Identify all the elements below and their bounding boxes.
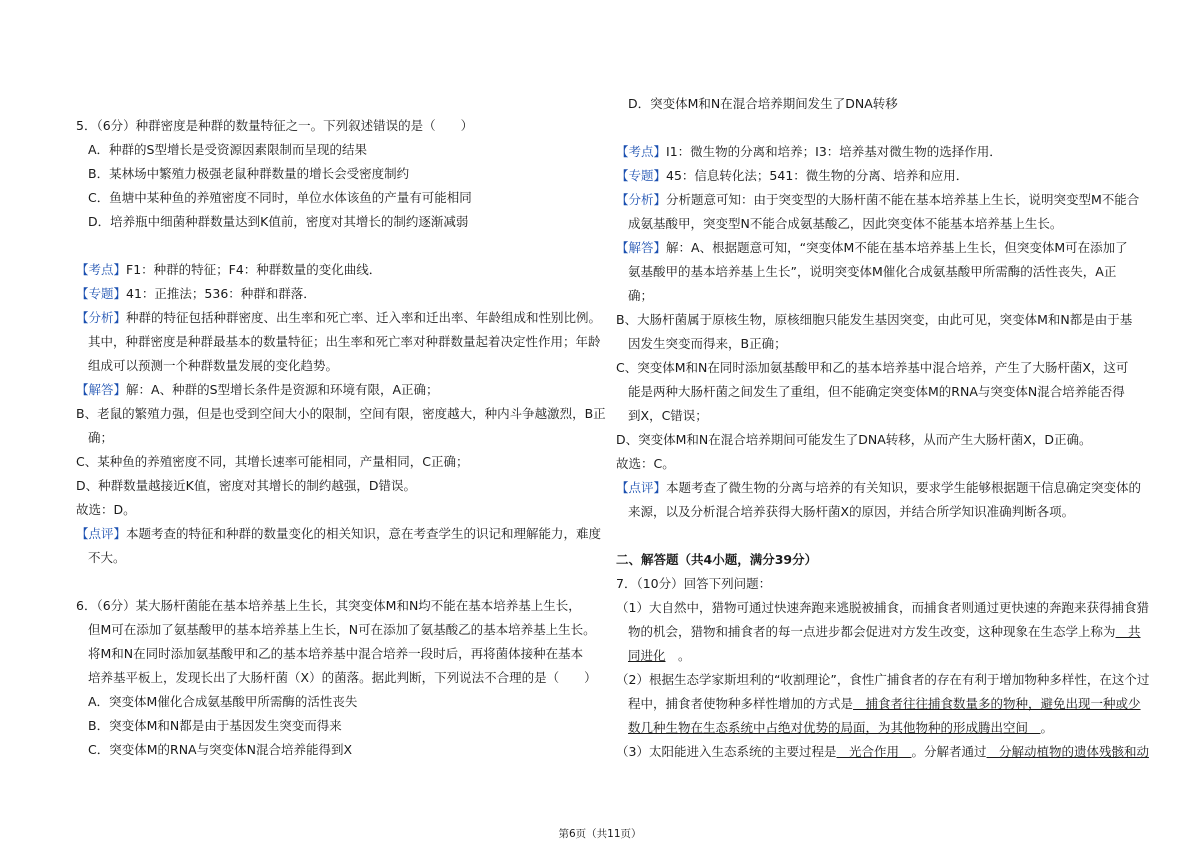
- q6-jieda-line: C、突变体M和N在同时添加氨基酸甲和乙的基本培养基中混合培养，产生了大肠杆菌X，这可: [616, 360, 1129, 375]
- q5-kaodian: 【考点】F1：种群的特征；F4：种群数量的变化曲线．: [76, 262, 382, 277]
- q5-jieda-line: D、种群数量越接近K值，密度对其增长的制约越强，D错误。: [76, 478, 416, 493]
- q5-fenxi-line: 组成可以预测一个种群数量发展的变化趋势。: [88, 358, 339, 373]
- q7-stem: 7．（10分）回答下列问题：: [616, 576, 772, 591]
- q7-part3-answer: 光合作用: [836, 744, 912, 759]
- q5-fenxi-line: 其中，种群密度是种群最基本的数量特征；出生率和死亡率对种群数量起着决定性作用；年龄: [88, 334, 601, 349]
- q7-part1-line: （1）大自然中，猎物可通过快速奔跑来逃脱被捕食，而捕食者则通过更快速的奔跑来获得捕食猎: [616, 600, 1149, 615]
- q6-jieda-line: 氨基酸甲的基本培养基上生长”，说明突变体M催化合成氨基酸甲所需酶的活性丧失，A正: [628, 264, 1117, 279]
- q6-jieda-line: 【解答】解：A、根据题意可知，“突变体M不能在基本培养基上生长，但突变体M可在添加了: [616, 240, 1128, 255]
- q5-option-c: C．鱼塘中某种鱼的养殖密度不同时，单位水体该鱼的产量有可能相同: [88, 190, 472, 205]
- q6-kaodian: 【考点】I1：微生物的分离和培养；I3：培养基对微生物的选择作用．: [616, 144, 1002, 159]
- q6-jieda-line: 到X，C错误；: [628, 408, 708, 423]
- q6-dianping-line: 来源，以及分析混合培养获得大肠杆菌X的原因，并结合所学知识准确判断各项。: [628, 504, 1075, 519]
- q6-jieda-line: B、大肠杆菌属于原核生物，原核细胞只能发生基因突变，由此可见，突变体M和N都是由于基: [616, 312, 1133, 327]
- q6-jieda-line: D、突变体M和N在混合培养期间可能发生了DNA转移，从而产生大肠杆菌X，D正确。: [616, 432, 1092, 447]
- q5-option-b: B．某林场中繁殖力极强老鼠种群数量的增长会受密度制约: [88, 166, 410, 181]
- q6-stem-line: 将M和N在同时添加氨基酸甲和乙的基本培养基中混合培养一段时后，再将菌体接种在基本: [88, 646, 584, 661]
- q6-jieda-line: 能是两种大肠杆菌之间发生了重组，但不能确定突变体M的RNA与突变体N混合培养能否得: [628, 384, 1125, 399]
- q7-part2-answer: 捕食者往往捕食数量多的物种，避免出现一种或少: [853, 696, 1141, 711]
- q7-part1-answer: 共: [1115, 624, 1141, 639]
- q7-part1-line: 物的机会，猎物和捕食者的每一点进步都会促进对方发生改变，这种现象在生态学上称为 共: [628, 624, 1141, 639]
- q6-option-b: B．突变体M和N都是由于基因发生突变而得来: [88, 718, 342, 733]
- q7-part2-line: （2）根据生态学家斯坦利的“收割理论”，食性广捕食者的存在有利于增加物种多样性，在这个过: [616, 672, 1150, 687]
- q5-jieda-line: 【解答】解：A、种群的S型增长条件是资源和环境有限，A正确；: [76, 382, 439, 397]
- q5-fenxi-line: 【分析】种群的特征包括种群密度、出生率和死亡率、迁入率和迁出率、年龄组成和性别比例。: [76, 310, 602, 325]
- q6-option-a: A．突变体M催化合成氨基酸甲所需酶的活性丧失: [88, 694, 358, 709]
- q6-jieda-line: 因发生突变而得来，B正确；: [628, 336, 787, 351]
- q7-part1-line: 同进化 。: [628, 648, 691, 663]
- page-footer: 第6页（共11页）: [558, 828, 642, 840]
- q5-zhuanti: 【专题】41：正推法；536：种群和群落．: [76, 286, 316, 301]
- q7-part2-line: 程中，捕食者使物种多样性增加的方式是 捕食者往往捕食数量多的物种，避免出现一种或少: [628, 696, 1141, 711]
- q6-stem-line: 6．（6分）某大肠杆菌能在基本培养基上生长，其突变体M和N均不能在基本培养基上生长，: [76, 598, 581, 613]
- q5-answer: 故选：D。: [76, 502, 136, 517]
- q6-option-d: D．突变体M和N在混合培养期间发生了DNA转移: [628, 96, 898, 111]
- q5-jieda-line: 确；: [88, 430, 114, 445]
- q6-answer: 故选：C。: [616, 456, 675, 471]
- section-heading: 二、解答题（共4小题，满分39分）: [616, 552, 818, 567]
- q5-option-d: D．培养瓶中细菌种群数量达到K值前，密度对其增长的制约逐渐减弱: [88, 214, 469, 229]
- q5-jieda-line: B、老鼠的繁殖力强，但是也受到空间大小的限制，空间有限，密度越大，种内斗争越激烈，B正: [76, 406, 606, 421]
- q5-dianping-line: 不大。: [88, 550, 126, 565]
- q6-zhuanti: 【专题】45：信息转化法；541：微生物的分离、培养和应用．: [616, 168, 969, 183]
- q7-part3-answer-2: 分解动植物的遗体残骸和动: [986, 744, 1150, 759]
- q6-dianping-line: 【点评】本题考查了微生物的分离与培养的有关知识，要求学生能够根据题干信息确定突变体的: [616, 480, 1142, 495]
- q5-dianping-line: 【点评】本题考查的特征和种群的数量变化的相关知识，意在考查学生的识记和理解能力，难度: [76, 526, 602, 541]
- q6-option-c: C．突变体M的RNA与突变体N混合培养能得到X: [88, 742, 353, 757]
- q5-jieda-line: C、某种鱼的养殖密度不同，其增长速率可能相同，产量相同，C正确；: [76, 454, 469, 469]
- q6-stem-line: 但M可在添加了氨基酸甲的基本培养基上生长，N可在添加了氨基酸乙的基本培养基上生长。: [88, 622, 596, 637]
- q5-stem: 5．（6分）种群密度是种群的数量特征之一。下列叙述错误的是（ ）: [76, 118, 474, 133]
- q5-option-a: A．种群的S型增长是受资源因素限制而呈现的结果: [88, 142, 367, 157]
- q6-stem-line: 培养基平板上，发现长出了大肠杆菌（X）的菌落。据此判断，下列说法不合理的是（ ）: [88, 670, 597, 685]
- q6-jieda-line: 确；: [628, 288, 654, 303]
- q6-fenxi-line: 成氨基酸甲，突变型N不能合成氨基酸乙，因此突变体不能基本培养基上生长。: [628, 216, 1063, 231]
- q7-part2-line: 数几种生物在生态系统中占绝对优势的局面，为其他物种的形成腾出空间 。: [628, 720, 1054, 735]
- q6-fenxi-line: 【分析】分析题意可知：由于突变型的大肠杆菌不能在基本培养基上生长，说明突变型M不能合: [616, 192, 1140, 207]
- q7-part3-line: （3）太阳能进入生态系统的主要过程是 光合作用 。分解者通过 分解动植物的遗体残骸和动: [616, 744, 1150, 759]
